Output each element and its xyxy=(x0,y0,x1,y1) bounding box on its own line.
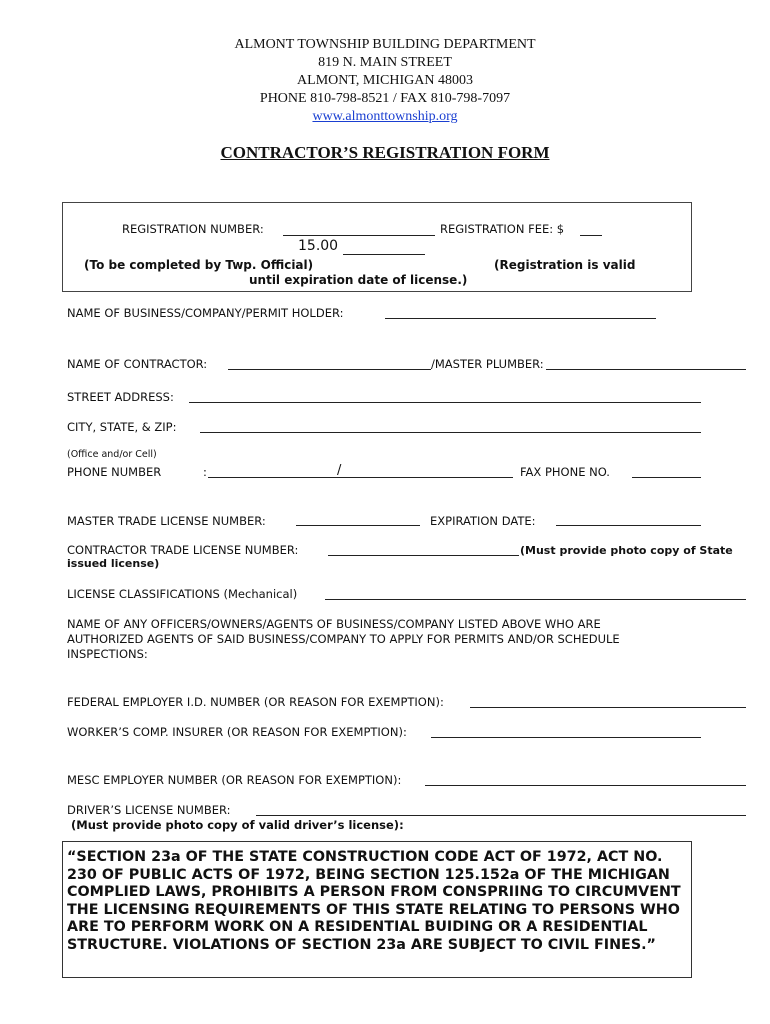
business-name-label: NAME OF BUSINESS/COMPANY/PERMIT HOLDER: xyxy=(67,306,344,320)
contractor-trade-license-field[interactable] xyxy=(328,555,519,556)
officers-text-line2: AUTHORIZED AGENTS OF SAID BUSINESS/COMPANY TO APPLY FOR PERMITS AND/OR SCHEDULE xyxy=(67,632,620,646)
header-department: ALMONT TOWNSHIP BUILDING DEPARTMENT xyxy=(234,37,536,52)
master-plumber-label: /MASTER PLUMBER: xyxy=(431,357,544,371)
registration-number-field[interactable] xyxy=(283,235,435,236)
registration-fee-blank xyxy=(580,235,602,236)
officers-text-line3: INSPECTIONS: xyxy=(67,647,148,661)
drivers-license-note: (Must provide photo copy of valid driver’s license): xyxy=(71,818,404,832)
master-trade-license-field[interactable] xyxy=(296,525,420,526)
legal-notice-text: “SECTION 23a OF THE STATE CONSTRUCTION CODE ACT OF 1972, ACT NO. 230 OF PUBLIC ACTS OF 1972, BEING SECTION 125.152a OF THE MICHIGAN COMPLIED LAWS, PROHIBITS A PERSON FROM CONSPRIING TO CIRCUMVENT THE LICENSING REQUIREMENTS OF THIS STATE RELATING TO PERSONS WHO ARE TO PERFORM WORK ON A RESIDENTIAL BUIDING OR A RESIDENTIAL STRUCTURE. VIOLATIONS OF SECTION 23a ARE SUBJECT TO CIVIL FINES.” xyxy=(67,849,681,953)
phone-slash: / xyxy=(337,463,342,478)
contractor-trade-license-label: CONTRACTOR TRADE LICENSE NUMBER: xyxy=(67,543,299,557)
business-name-field[interactable] xyxy=(385,318,656,319)
expiration-date-field[interactable] xyxy=(556,525,701,526)
fax-phone-field[interactable] xyxy=(632,477,701,478)
phone-number-label: PHONE NUMBER xyxy=(67,465,162,479)
mesc-employer-field[interactable] xyxy=(425,785,746,786)
website-link[interactable]: www.almonttownship.org xyxy=(312,109,458,124)
contractor-trade-note-line1: (Must provide photo copy of State xyxy=(520,544,733,557)
contractor-name-label: NAME OF CONTRACTOR: xyxy=(67,357,208,371)
valid-note-line2: until expiration date of license.) xyxy=(249,273,468,287)
registration-fee-label: REGISTRATION FEE: $ xyxy=(440,222,565,236)
registration-number-label: REGISTRATION NUMBER: xyxy=(122,222,264,236)
phone-number-field[interactable] xyxy=(208,477,513,478)
office-cell-note: (Office and/or Cell) xyxy=(67,449,157,460)
city-state-zip-field[interactable] xyxy=(200,432,701,433)
fax-phone-label: FAX PHONE NO. xyxy=(520,465,610,479)
workers-comp-label: WORKER’S COMP. INSURER (OR REASON FOR EXEMPTION): xyxy=(67,725,407,739)
federal-employer-label: FEDERAL EMPLOYER I.D. NUMBER (OR REASON FOR EXEMPTION): xyxy=(67,695,444,709)
valid-note-line1: (Registration is valid xyxy=(494,258,636,272)
expiration-date-label: EXPIRATION DATE: xyxy=(430,514,536,528)
official-note: (To be completed by Twp. Official) xyxy=(84,258,314,272)
phone-colon: : xyxy=(203,465,207,479)
registration-fee-underline xyxy=(343,254,425,255)
contractor-trade-note-line2: issued license) xyxy=(67,557,160,570)
city-state-zip-label: CITY, STATE, & ZIP: xyxy=(67,420,177,434)
license-classifications-field[interactable] xyxy=(325,599,746,600)
license-classifications-label: LICENSE CLASSIFICATIONS (Mechanical) xyxy=(67,587,298,601)
header-phone-fax: PHONE 810-798-8521 / FAX 810-798-7097 xyxy=(259,91,511,106)
street-address-label: STREET ADDRESS: xyxy=(67,390,174,404)
master-trade-license-label: MASTER TRADE LICENSE NUMBER: xyxy=(67,514,266,528)
mesc-employer-label: MESC EMPLOYER NUMBER (OR REASON FOR EXEMPTION): xyxy=(67,773,402,787)
drivers-license-field[interactable] xyxy=(256,815,746,816)
federal-employer-field[interactable] xyxy=(470,707,746,708)
workers-comp-field[interactable] xyxy=(431,737,701,738)
street-address-field[interactable] xyxy=(189,402,701,403)
form-title: CONTRACTOR’S REGISTRATION FORM xyxy=(220,143,550,162)
registration-fee-value: 15.00 xyxy=(298,238,339,254)
drivers-license-label: DRIVER’S LICENSE NUMBER: xyxy=(67,803,231,817)
officers-text-line1: NAME OF ANY OFFICERS/OWNERS/AGENTS OF BUSINESS/COMPANY LISTED ABOVE WHO ARE xyxy=(67,617,601,631)
header-street: 819 N. MAIN STREET xyxy=(318,55,452,70)
header-city: ALMONT, MICHIGAN 48003 xyxy=(297,73,473,88)
